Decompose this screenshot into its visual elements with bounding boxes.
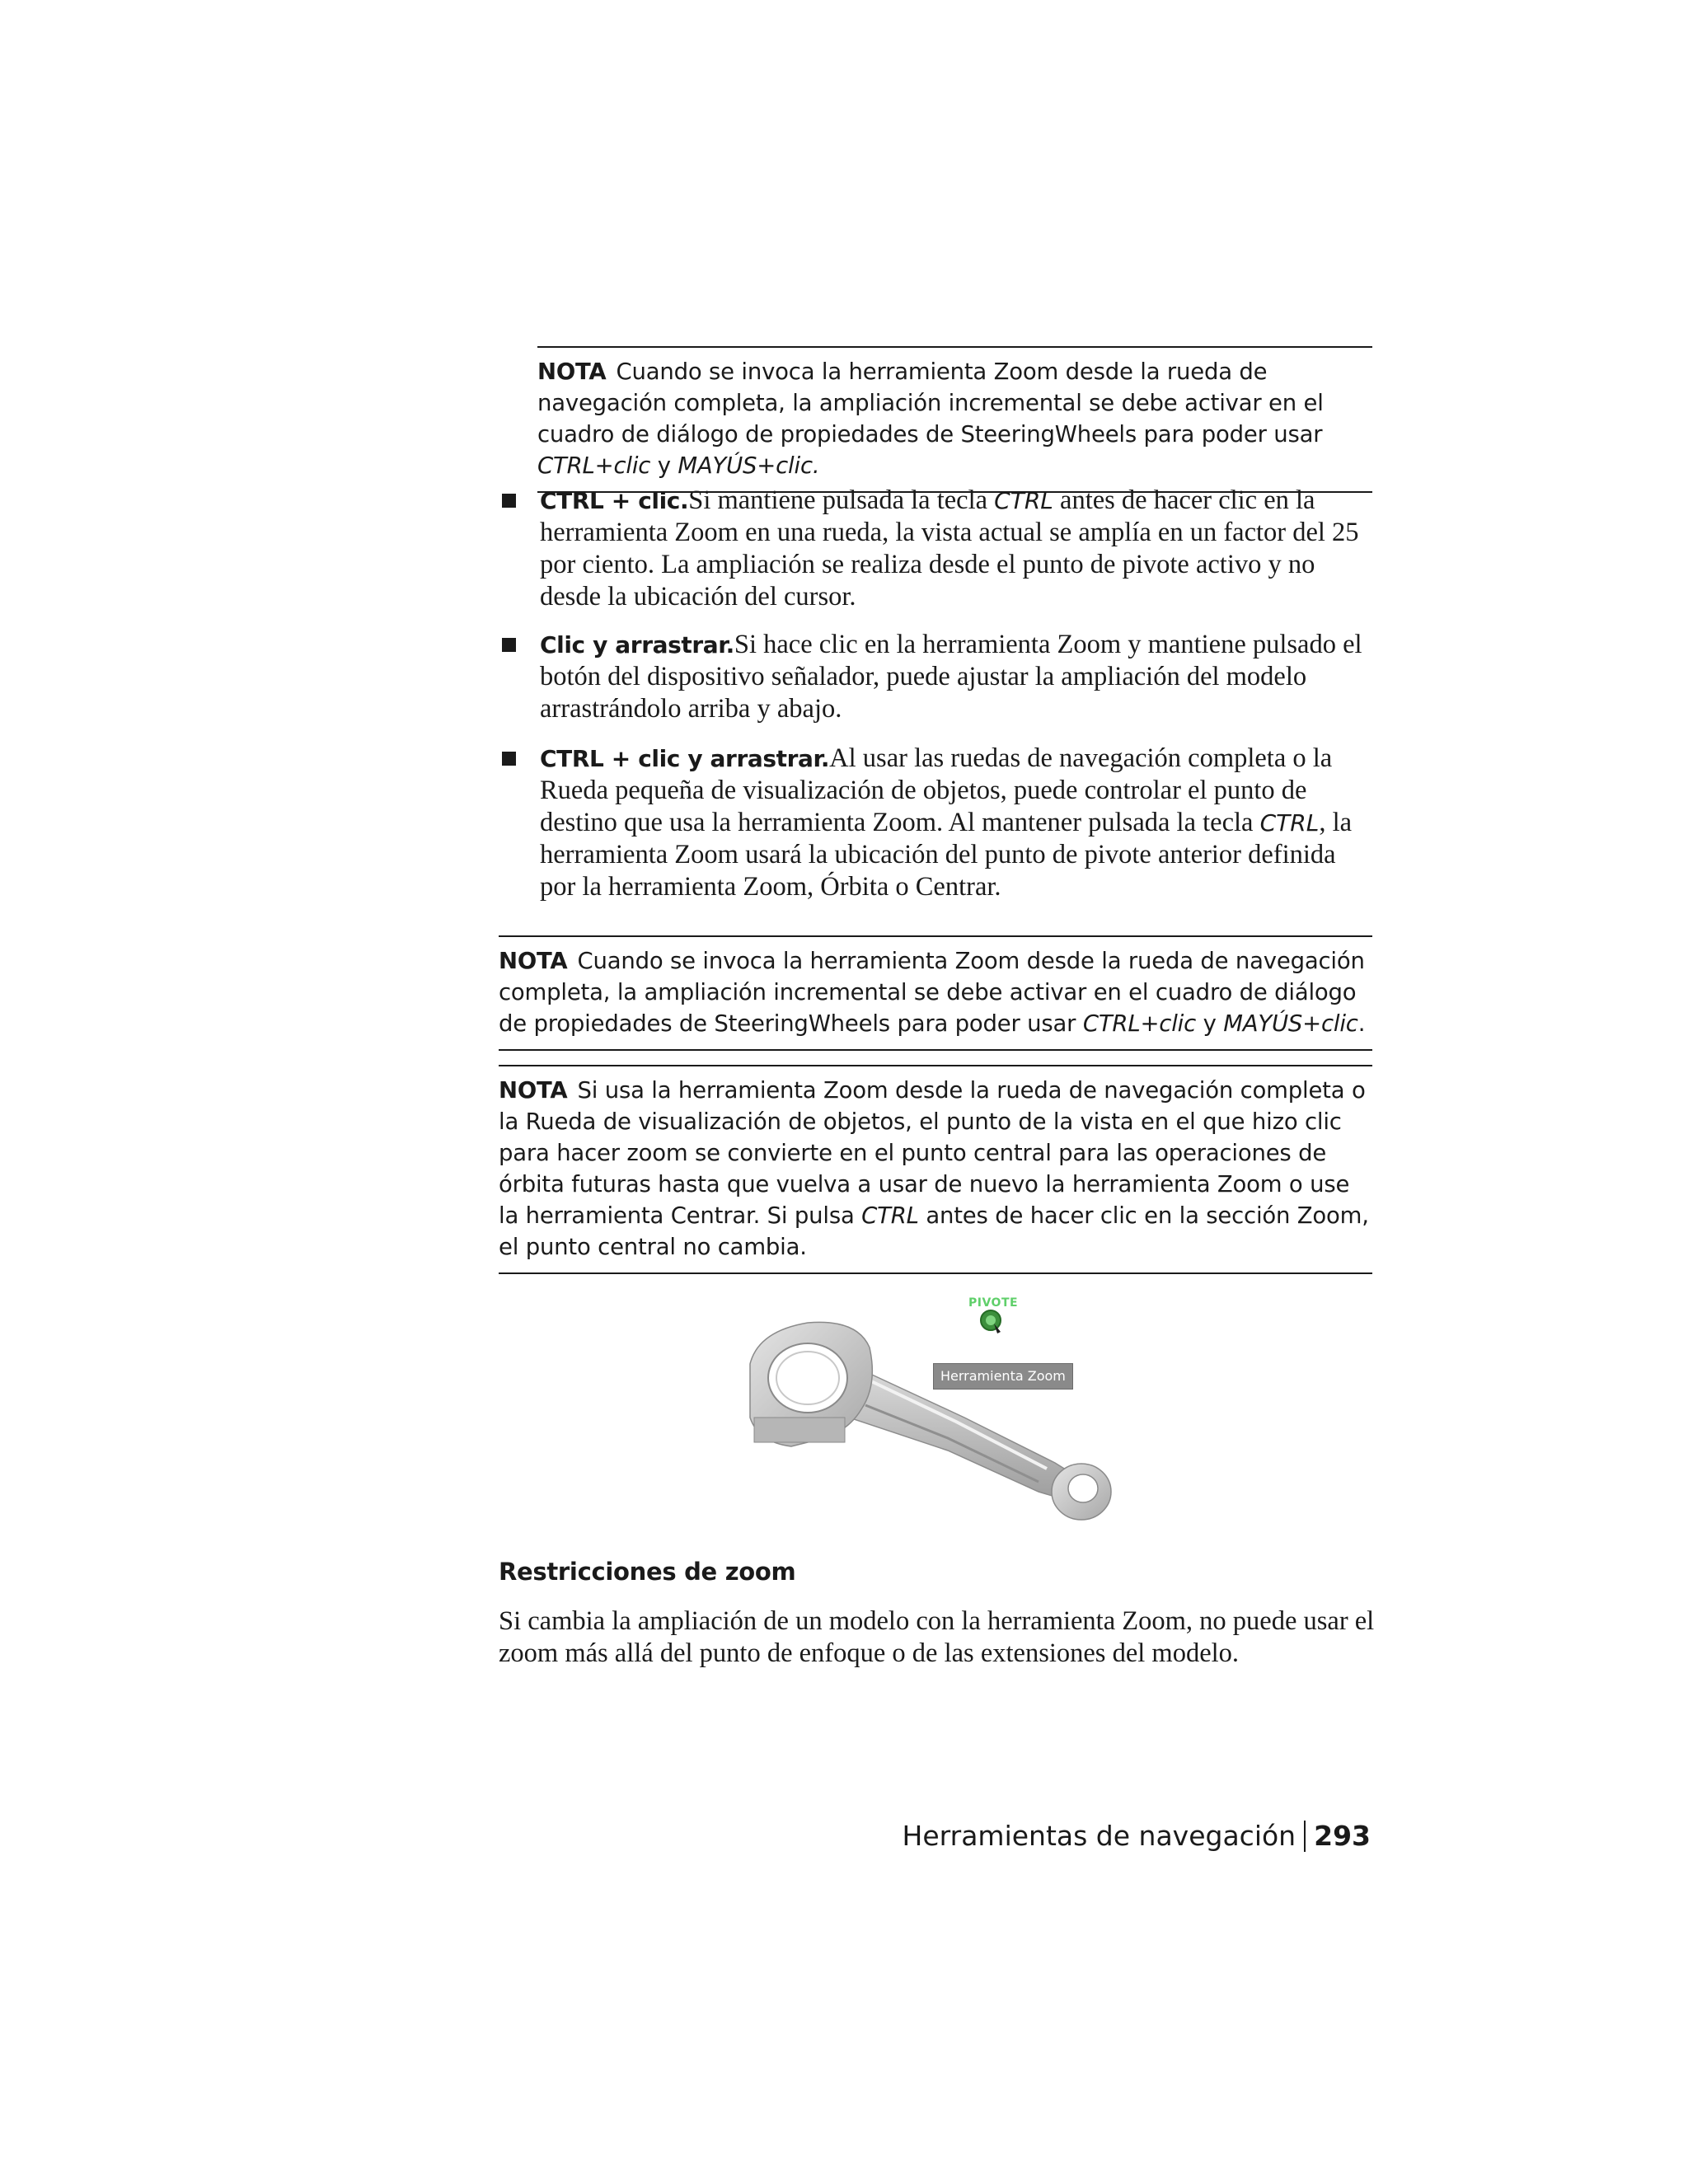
note-text-end: . [1357,1010,1366,1037]
list-item-lead: CTRL + clic. [540,487,689,514]
section-heading: Restricciones de zoom [499,1558,796,1586]
bullet-square-icon [502,752,516,766]
note-text-mid: y [650,452,678,479]
note-text: Si usa la herramienta Zoom desde la rueda de navegación completa o la Rueda de visualización de objetos, el punto de la vista en el que hizo clic para hacer zoom se convierte en el punto central para las operaciones de órbita futuras hasta que vuelva a usar de nuevo la herramienta Zoom o use la herramienta Centrar. Si pulsa [499,1077,1366,1229]
list-item-italic: CTRL [994,487,1053,514]
bullet-square-icon [502,494,516,508]
note-label: NOTA [499,1077,568,1104]
connecting-rod-figure [725,1286,1154,1541]
list-item-clic-arrastrar [540,629,1372,725]
bullet-square-icon [502,638,516,652]
note-italic-shortcut: MAYÚS+clic [1223,1010,1358,1037]
note-label: NOTA [499,948,568,974]
note-italic-shortcut: CTRL+clic [537,452,651,479]
list-item-lead: CTRL + clic y arrastrar. [540,745,830,772]
list-item-text: Si mantiene pulsada la tecla [688,485,995,515]
page-footer [903,1820,1371,1852]
footer-chapter-title: Herramientas de navegación [902,1820,1296,1852]
note-italic: CTRL [861,1202,919,1229]
zoom-tool-tooltip: Herramienta Zoom [933,1363,1073,1390]
note-text-mid: y [1196,1010,1224,1037]
note-box-1 [537,346,1372,493]
note-box-2 [499,935,1372,1051]
list-item-ctrl-clic [540,485,1372,613]
list-item-ctrl-clic-arrastrar [540,743,1372,903]
list-item-italic: CTRL [1259,809,1320,837]
note-italic-shortcut: CTRL+clic [1082,1010,1197,1037]
note-text: antes de hacer clic en la sección Zoom, el punto central no cambia. [499,1202,1369,1260]
pivot-label: PIVOTE [968,1296,1019,1310]
note-text: Cuando se invoca la herramienta Zoom desde la rueda de navegación completa, la ampliación incremental se debe activar en el cuadro de diálogo de propiedades de SteeringWheels para poder usar [499,948,1365,1037]
list-item-text: Si hace clic en la herramienta Zoom y mantiene pulsado el botón del dispositivo señalador, puede ajustar la ampliación del modelo arrastrándolo arriba y abajo. [540,630,1362,724]
list-item-text: Al usar las ruedas de navegación completa o la Rueda pequeña de visualización de objetos, puede controlar el punto de destino que usa la herramienta Zoom. Al mantener pulsada la tecla [540,743,1333,837]
footer-separator [1304,1821,1306,1852]
note-text: Cuando se invoca la herramienta Zoom desde la rueda de navegación completa, la ampliación incremental se debe activar en el cuadro de diálogo de propiedades de SteeringWheels para poder usar [537,359,1324,448]
note-box-3 [499,1065,1372,1274]
page-number: 293 [1314,1820,1371,1852]
note-label: NOTA [537,359,607,385]
connecting-rod-image [725,1286,1154,1541]
list-item-text: antes de hacer clic en la herramienta Zoom en una rueda, la vista actual se amplía en un factor del 25 por ciento. La ampliación se realiza desde el punto de pivote activo y no desde la ubicación del cursor. [540,485,1359,612]
note-italic-shortcut: MAYÚS+clic. [678,452,820,479]
list-item-text: , la herramienta Zoom usará la ubicación del punto de pivote anterior definida por la herramienta Zoom, Órbita o Centrar. [540,808,1353,902]
section-paragraph: Si cambia la ampliación de un modelo con la herramienta Zoom, no puede usar el zoom más allá del punto de enfoque o de las extensiones del modelo. [499,1606,1375,1668]
list-item-lead: Clic y arrastrar. [540,631,734,658]
